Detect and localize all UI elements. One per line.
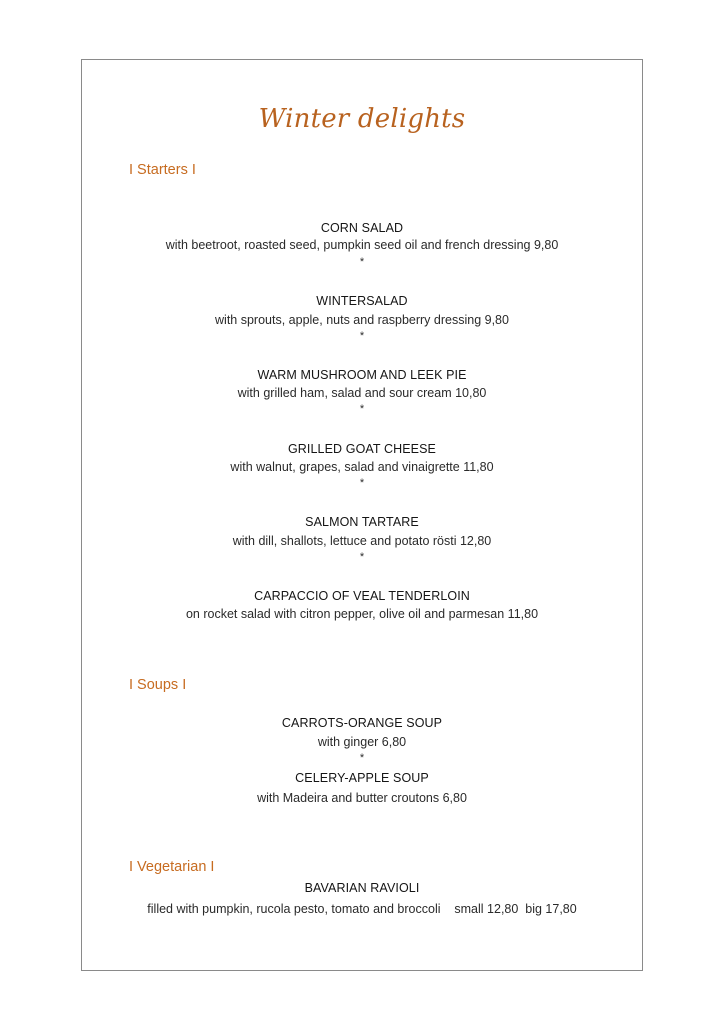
dish-separator: *: [359, 330, 365, 342]
dish-separator: *: [359, 752, 365, 764]
dish-name-wintersalad: WINTERSALAD: [316, 294, 408, 308]
dish-name-carrot-orange-soup: CARROTS-ORANGE SOUP: [281, 716, 443, 730]
dish-separator: *: [359, 403, 365, 415]
dish-description-grilled-goat-cheese: with walnut, grapes, salad and vinaigrette 11,80: [230, 460, 494, 474]
dish-separator: *: [359, 477, 365, 489]
dish-name-bavarian-ravioli: BAVARIAN RAVIOLI: [304, 881, 420, 895]
dish-description-corn-salad: with beetroot, roasted seed, pumpkin seed oil and french dressing 9,80: [165, 238, 559, 252]
section-heading-starters: I Starters I: [129, 162, 196, 178]
dish-description-carrot-orange-soup: with ginger 6,80: [317, 735, 407, 749]
menu-title: Winter delights: [258, 104, 466, 134]
dish-name-mushroom-leek-pie: WARM MUSHROOM AND LEEK PIE: [257, 368, 467, 382]
dish-description-wintersalad: with sprouts, apple, nuts and raspberry dressing 9,80: [215, 313, 509, 327]
dish-description-celery-apple-soup: with Madeira and butter croutons 6,80: [257, 791, 467, 805]
section-heading-vegetarian: I Vegetarian I: [129, 859, 215, 875]
dish-name-veal-carpaccio: CARPACCIO OF VEAL TENDERLOIN: [254, 589, 470, 603]
dish-name-corn-salad: CORN SALAD: [320, 221, 404, 235]
dish-description-mushroom-leek-pie: with grilled ham, salad and sour cream 10,80: [237, 386, 487, 400]
dish-separator: *: [359, 551, 365, 563]
dish-separator: *: [359, 256, 365, 268]
dish-name-grilled-goat-cheese: GRILLED GOAT CHEESE: [287, 442, 436, 456]
dish-name-salmon-tartare: SALMON TARTARE: [305, 515, 419, 529]
dish-description-veal-carpaccio: on rocket salad with citron pepper, olive oil and parmesan 11,80: [185, 607, 539, 621]
dish-description-salmon-tartare: with dill, shallots, lettuce and potato rösti 12,80: [232, 534, 492, 548]
dish-description-bavarian-ravioli: filled with pumpkin, rucola pesto, tomato and broccoli small 12,80 big 17,80: [147, 902, 577, 916]
section-heading-soups: I Soups I: [129, 677, 187, 693]
dish-name-celery-apple-soup: CELERY-APPLE SOUP: [295, 771, 429, 785]
